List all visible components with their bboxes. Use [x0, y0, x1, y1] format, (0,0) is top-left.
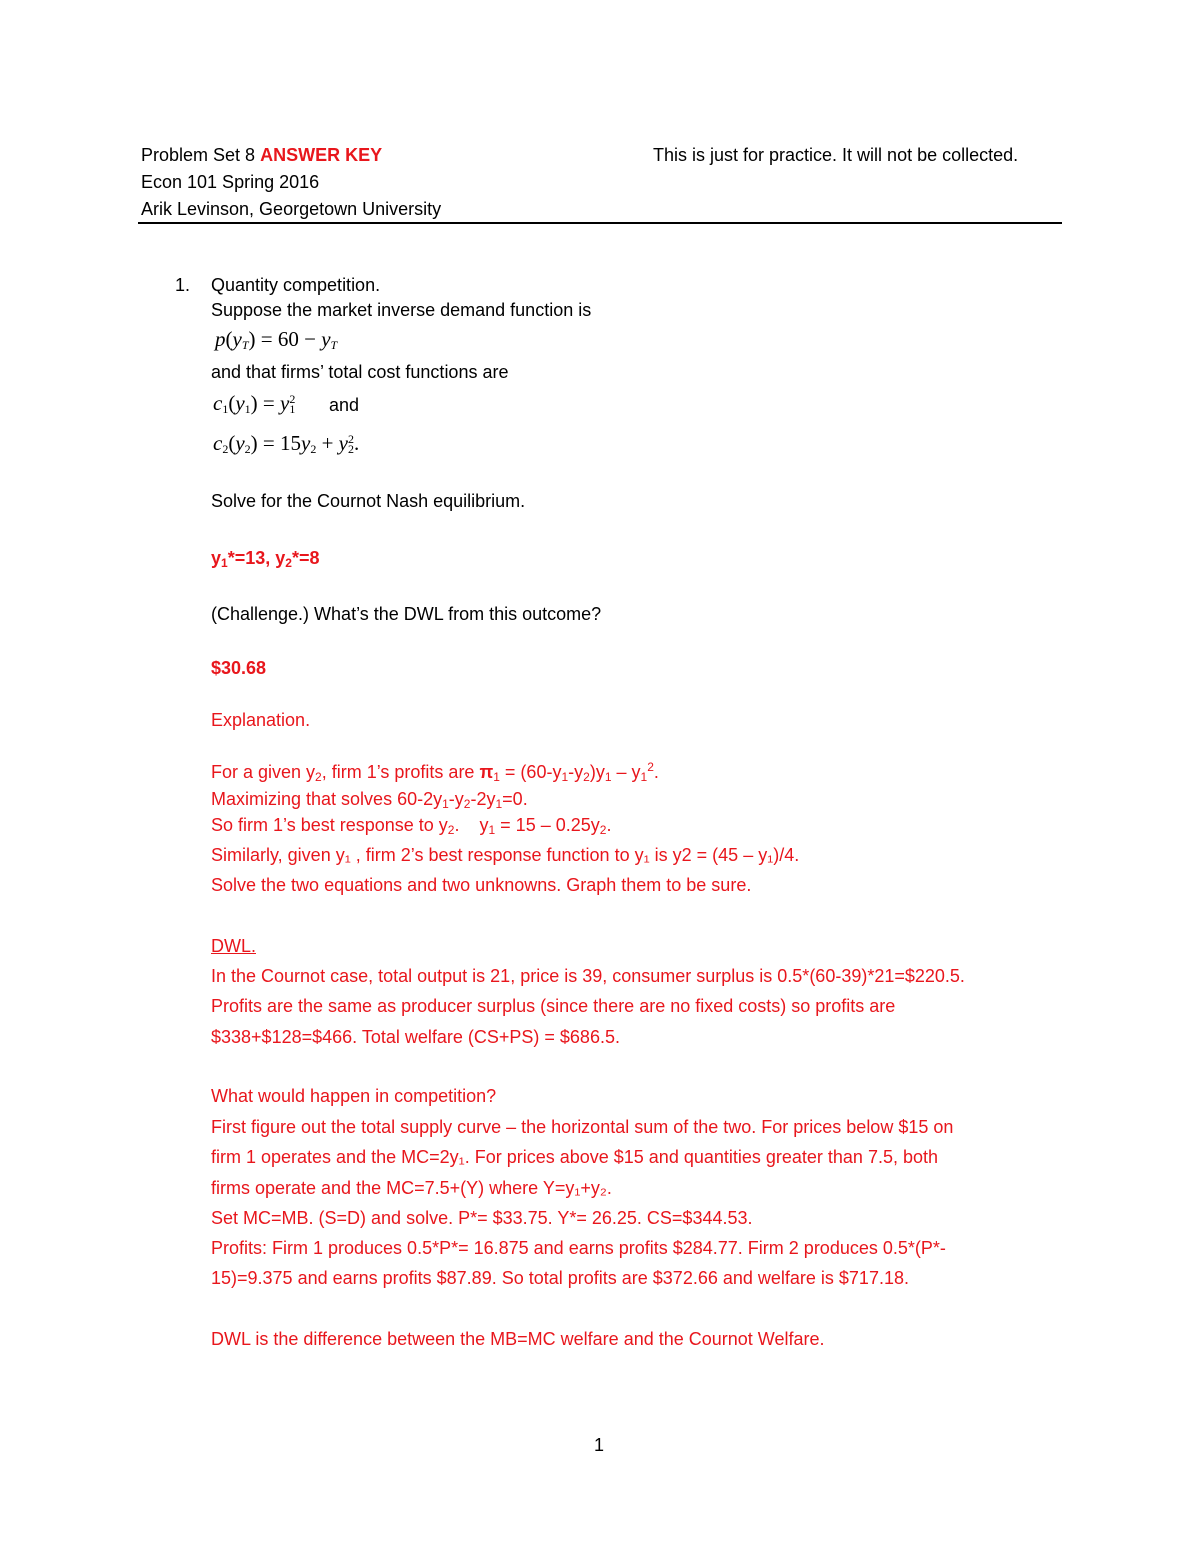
- demand-intro: Suppose the market inverse demand function is: [211, 300, 592, 320]
- cost-equation-firm-2: $c_2(y_2) = 15y_2 + y_2^2$.: [213, 431, 360, 456]
- explanation-line-5: Solve the two equations and two unknowns. Graph them to be sure.: [211, 875, 752, 895]
- dwl-heading: DWL.: [211, 936, 256, 956]
- dwl-line-1: In the Cournot case, total output is 21, price is 39, consumer surplus is 0.5*(60-39)*21=$220.5.: [211, 966, 965, 986]
- practice-note: This is just for practice. It will not be collected.: [653, 145, 1019, 165]
- course-name: Econ 101 Spring 2016: [141, 172, 320, 192]
- competition-line-6: 15)=9.375 and earns profits $87.89. So total profits are $372.66 and welfare is $717.18.: [211, 1268, 909, 1288]
- competition-line-5: Profits: Firm 1 produces 0.5*P*= 16.875 and earns profits $284.77. Firm 2 produces 0.5*(P*-: [211, 1238, 946, 1258]
- explanation-line-2: Maximizing that solves $60-2y_1-y_2-2y_1=0$.: [211, 789, 528, 811]
- dwl-line-2: Profits are the same as producer surplus (since there are no fixed costs) so profits are: [211, 996, 896, 1016]
- competition-line-4: Set MC=MB. (S=D) and solve. P*= $33.75. Y*= 26.25. CS=$344.53.: [211, 1208, 753, 1228]
- explanation-line-4: Similarly, given y₁ , firm 2’s best response function to y₁ is y2 = (45 – y₁)/4.: [211, 845, 800, 865]
- dwl-answer: $30.68: [211, 658, 267, 678]
- cost-intro: and that firms’ total cost functions are: [211, 362, 509, 382]
- header-line-1: [141, 144, 382, 166]
- explanation-line-3: So firm 1’s best response to $y_2$. $y_1 = 15 - 0.25y_2$.: [211, 815, 612, 837]
- conclusion-text: DWL is the difference between the MB=MC welfare and the Cournot Welfare.: [211, 1329, 825, 1349]
- dwl-line-3: $338+$128=$466. Total welfare (CS+PS) = $686.5.: [211, 1027, 620, 1047]
- competition-line-2: firm 1 operates and the MC=2y₁. For prices above $15 and quantities greater than 7.5, both: [211, 1147, 939, 1167]
- task-text: Solve for the Cournot Nash equilibrium.: [211, 491, 526, 511]
- author-line: Arik Levinson, Georgetown University: [141, 199, 442, 219]
- page-number: 1: [594, 1435, 605, 1455]
- explanation-line-1: For a given $y_2$, firm 1’s profits are $\pi_1 = (60-y_1-y_2)y_1 - y_1^2$.: [211, 760, 659, 784]
- competition-line-1: First figure out the total supply curve – the horizontal sum of the two. For prices below $15 on: [211, 1117, 954, 1137]
- demand-equation: $p(y_T) = 60 - y_T$: [215, 327, 338, 352]
- equilibrium-answer: $y_1*=13$, $y_2*=8$: [211, 548, 320, 570]
- header-divider: [138, 222, 1062, 224]
- question-number: 1.: [175, 275, 191, 295]
- cost-equation-firm-1: $c_1(y_1) = y_1^2$: [213, 391, 296, 416]
- question-title: Quantity competition.: [211, 275, 381, 295]
- problem-set-title: Problem Set 8: [141, 145, 256, 165]
- explanation-heading: Explanation.: [211, 710, 311, 730]
- challenge-question: (Challenge.) What’s the DWL from this outcome?: [211, 604, 602, 624]
- competition-line-3: firms operate and the MC=7.5+(Y) where Y=y₁+y₂.: [211, 1178, 612, 1198]
- answer-key-label: ANSWER KEY: [260, 145, 383, 165]
- competition-heading: What would happen in competition?: [211, 1086, 497, 1106]
- and-label: and: [329, 395, 360, 415]
